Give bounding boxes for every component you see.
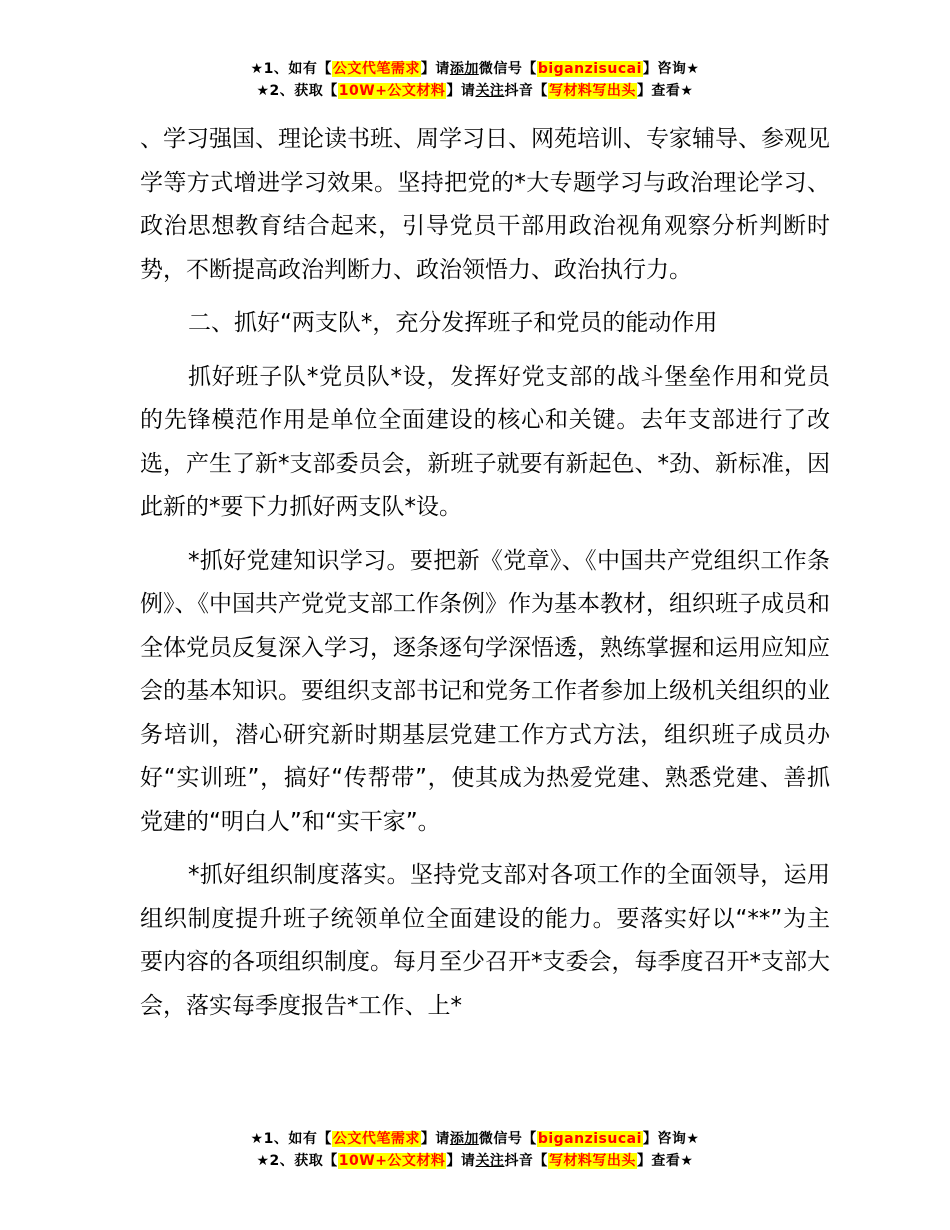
paragraph: *抓好组织制度落实。坚持党支部对各项工作的全面领导，运用组织制度提升班子统领单位全面建设的能力。要落实好以“**”为主要内容的各项组织制度。每月至少召开*支委会，每季度召开*支部大会，落实每季度报告*工作、上* bbox=[140, 862, 830, 1019]
banner-line-1 bbox=[0, 1128, 950, 1150]
banner-text: ★2、获取【 bbox=[256, 83, 338, 99]
banner-text: ★1、如有【 bbox=[250, 1131, 332, 1147]
banner-text: 】请 bbox=[420, 1131, 450, 1147]
banner-text: 微信号【 bbox=[478, 61, 537, 77]
banner-text: 】查看★ bbox=[636, 1153, 694, 1169]
banner-text: 抖音【 bbox=[504, 83, 548, 99]
banner-highlight: 公文代笔需求 bbox=[332, 1131, 420, 1147]
paragraph: *抓好党建知识学习。要把新《党章》、《中国共产党组织工作条例》、《中国共产党党支部工作条例》作为基本教材，组织班子成员和全体党员反复深入学习，逐条逐句学深悟透，熟练掌握和运用应知应会的基本知识。要组织支部书记和党务工作者参加上级机关组织的业务培训，潜心研究新时期基层党建工作方式方法，组织班子成员办好“实训班”，搞好“传帮带”，使其成为热爱党建、熟悉党建、善抓党建的“明白人”和“实干家”。 bbox=[140, 547, 830, 835]
banner-highlight: 公文代笔需求 bbox=[332, 61, 420, 77]
banner-text: 】请 bbox=[446, 1153, 476, 1169]
paragraph: 抓好班子队*党员队*设，发挥好党支部的战斗堡垒作用和党员的先锋模范作用是单位全面建设的核心和关键。去年支部进行了改选，产生了新*支部委员会，新班子就要有新起色、*劲、新标准，因此新的*要下力抓好两支队*设。 bbox=[140, 363, 830, 520]
document-body bbox=[140, 118, 830, 1038]
banner-text: 】查看★ bbox=[636, 83, 694, 99]
banner-line-2 bbox=[0, 1150, 950, 1172]
footer-banner bbox=[0, 1128, 950, 1172]
banner-text: 】咨询★ bbox=[642, 61, 700, 77]
paragraph: 、学习强国、理论读书班、周学习日、网苑培训、专家辅导、参观见学等方式增进学习效果。坚持把党的*大专题学习与政治理论学习、政治思想教育结合起来，引导党员干部用政治视角观察分析判断时势，不断提高政治判断力、政治领悟力、政治执行力。 bbox=[140, 126, 830, 283]
banner-text: ★1、如有【 bbox=[250, 61, 332, 77]
banner-line-1 bbox=[0, 58, 950, 80]
banner-highlight: 写材料写出头 bbox=[548, 1153, 636, 1169]
banner-line-2 bbox=[0, 80, 950, 102]
header-banner bbox=[0, 58, 950, 102]
banner-text: 微信号【 bbox=[478, 1131, 537, 1147]
banner-text: 】请 bbox=[420, 61, 450, 77]
banner-highlight: biganzisucai bbox=[537, 1131, 642, 1147]
banner-underline: 关注 bbox=[475, 1153, 505, 1169]
banner-highlight: 写材料写出头 bbox=[548, 83, 636, 99]
banner-text: 抖音【 bbox=[504, 1153, 548, 1169]
banner-text: 】咨询★ bbox=[642, 1131, 700, 1147]
banner-highlight: 10W+公文材料 bbox=[338, 1153, 446, 1169]
banner-highlight: biganzisucai bbox=[537, 61, 642, 77]
banner-text: ★2、获取【 bbox=[256, 1153, 338, 1169]
banner-text: 】请 bbox=[446, 83, 476, 99]
banner-underline: 关注 bbox=[475, 83, 505, 99]
section-heading: 二、抓好“两支队*，充分发挥班子和党员的能动作用 bbox=[188, 310, 718, 336]
banner-underline: 添加 bbox=[449, 1131, 479, 1147]
banner-highlight: 10W+公文材料 bbox=[338, 83, 446, 99]
banner-underline: 添加 bbox=[449, 61, 479, 77]
